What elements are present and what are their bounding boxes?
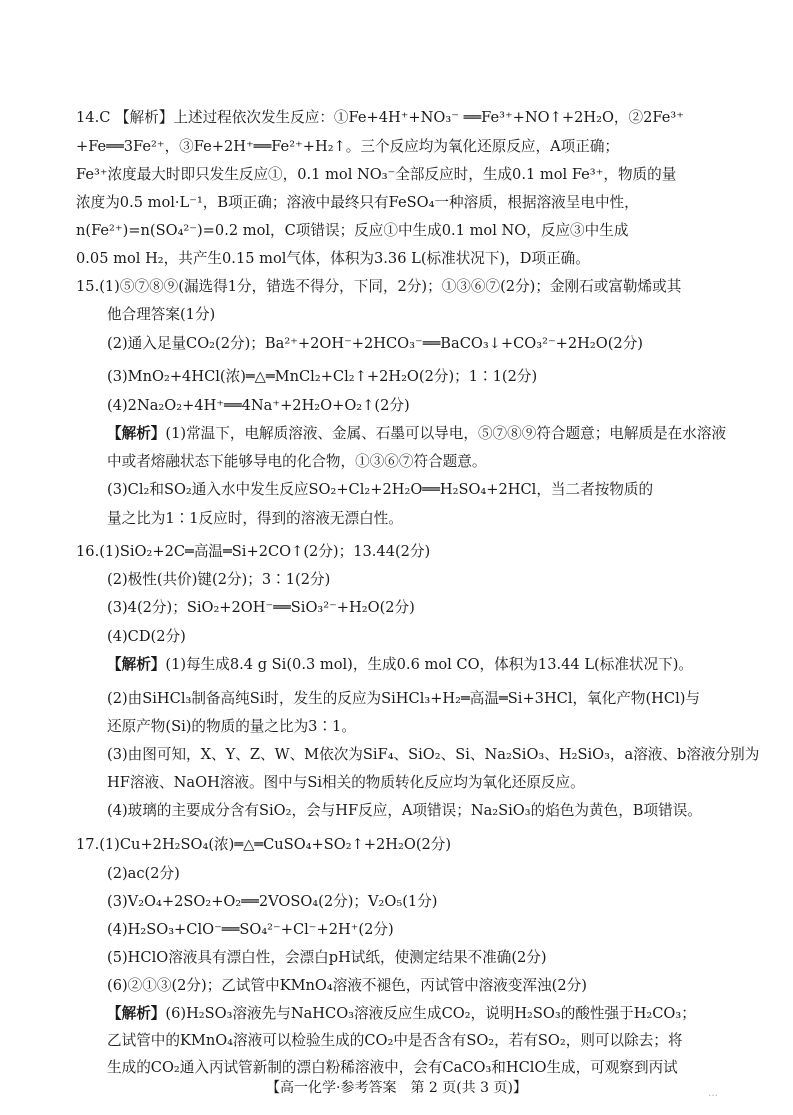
text-line: 【解析】(6)H₂SO₃溶液先与NaHCO₃溶液反应生成CO₂，说明H₂SO₃的酸性强于H₂CO₃； bbox=[107, 1005, 696, 1022]
text-line: Fe³⁺浓度最大时即只发生反应①，0.1 mol NO₃⁻全部反应时，生成0.1 mol Fe³⁺，物质的量 bbox=[76, 166, 677, 183]
text-line: (6)②①③(2分)；乙试管中KMnO₄溶液不褪色，丙试管中溶液变浑浊(2分) bbox=[107, 977, 587, 994]
text-line: (3)4(2分)；SiO₂+2OH⁻══SiO₃²⁻+H₂O(2分) bbox=[107, 599, 415, 616]
text-line: (3)Cl₂和SO₂通入水中发生反应SO₂+Cl₂+2H₂O══H₂SO₄+2HCl，当二者按物质的 bbox=[107, 481, 654, 498]
text-line: 量之比为1∶1反应时，得到的溶液无漂白性。 bbox=[107, 510, 403, 527]
text-line: 浓度为0.5 mol·L⁻¹，B项正确；溶液中最终只有FeSO₄一种溶质，根据溶液呈电中性， bbox=[76, 194, 639, 211]
text-line: +Fe══3Fe²⁺，③Fe+2H⁺══Fe²⁺+H₂↑。三个反应均为氧化还原反应，A项正确； bbox=[76, 138, 620, 155]
footer-mark: … bbox=[708, 1088, 718, 1099]
text-line: (3)由图可知，X、Y、Z、W、M依次为SiF₄、SiO₂、Si、Na₂SiO₃、H₂SiO₃，a溶液、b溶液分别为 bbox=[107, 746, 760, 763]
text-line: 14.C 【解析】上述过程依次发生反应：①Fe+4H⁺+NO₃⁻ ══Fe³⁺+NO↑+2H₂O，②2Fe³⁺ bbox=[76, 109, 684, 126]
text-line: 0.05 mol H₂，共产生0.15 mol气体，体积为3.36 L(标准状况下)，D项正确。 bbox=[76, 250, 590, 267]
text-line: 还原产物(Si)的物质的量之比为3∶1。 bbox=[107, 718, 356, 735]
text-line: 【解析】(1)常温下，电解质溶液、金属、石墨可以导电，⑤⑦⑧⑨符合题意；电解质是在水溶液 bbox=[107, 425, 727, 442]
text-line: (2)极性(共价)键(2分)；3∶1(2分) bbox=[107, 571, 331, 588]
text-line: (4)2Na₂O₂+4H⁺══4Na⁺+2H₂O+O₂↑(2分) bbox=[107, 397, 410, 414]
text-line: (5)HClO溶液具有漂白性，会漂白pH试纸，使测定结果不准确(2分) bbox=[107, 949, 547, 966]
text-line: 16.(1)SiO₂+2C═高温═Si+2CO↑(2分)；13.44(2分) bbox=[76, 543, 431, 560]
text-line: n(Fe²⁺)=n(SO₄²⁻)=0.2 mol，C项错误；反应①中生成0.1 mol NO，反应③中生成 bbox=[76, 222, 629, 239]
text-line: (2)由SiHCl₃制备高纯Si时，发生的反应为SiHCl₃+H₂═高温═Si+3HCl，氧化产物(HCl)与 bbox=[107, 690, 701, 707]
text-line: (3)MnO₂+4HCl(浓)═△═MnCl₂+Cl₂↑+2H₂O(2分)；1∶1(2分) bbox=[107, 368, 538, 385]
page-footer: 【高一化学·参考答案 第 2 页(共 3 页)】 bbox=[266, 1080, 527, 1096]
text-line: (2)通入足量CO₂(2分)；Ba²⁺+2OH⁻+2HCO₃⁻══BaCO₃↓+CO₃²⁻+2H₂O(2分) bbox=[107, 335, 643, 352]
text-line: (4)玻璃的主要成分含有SiO₂，会与HF反应，A项错误；Na₂SiO₃的焰色为黄色，B项错误。 bbox=[107, 802, 702, 819]
text-line: (4)CD(2分) bbox=[107, 628, 186, 645]
text-line: (4)H₂SO₃+ClO⁻══SO₄²⁻+Cl⁻+2H⁺(2分) bbox=[107, 921, 394, 938]
text-line: (2)ac(2分) bbox=[107, 865, 180, 882]
text-line: 他合理答案(1分) bbox=[107, 306, 216, 323]
text-line: 17.(1)Cu+2H₂SO₄(浓)═△═CuSO₄+SO₂↑+2H₂O(2分) bbox=[76, 836, 452, 853]
text-line: 【解析】(1)每生成8.4 g Si(0.3 mol)，生成0.6 mol CO，体积为13.44 L(标准状况下)。 bbox=[107, 656, 693, 673]
text-line: HF溶液、NaOH溶液。图中与Si相关的物质转化反应均为氧化还原反应。 bbox=[107, 774, 585, 791]
text-line: 乙试管中的KMnO₄溶液可以检验生成的CO₂中是否含有SO₂，若有SO₂，则可以除去；将 bbox=[107, 1032, 683, 1049]
text-line: 15.(1)⑤⑦⑧⑨(漏选得1分，错选不得分，下同，2分)；①③⑥⑦(2分)；金刚石或富勒烯或其 bbox=[76, 278, 682, 295]
text-line: 生成的CO₂通入丙试管新制的漂白粉稀溶液中，会有CaCO₃和HClO生成，可观察到丙试 bbox=[107, 1059, 678, 1076]
text-line: (3)V₂O₄+2SO₂+O₂══2VOSO₄(2分)；V₂O₅(1分) bbox=[107, 893, 438, 910]
text-line: 中或者熔融状态下能够导电的化合物，①③⑥⑦符合题意。 bbox=[107, 453, 487, 470]
